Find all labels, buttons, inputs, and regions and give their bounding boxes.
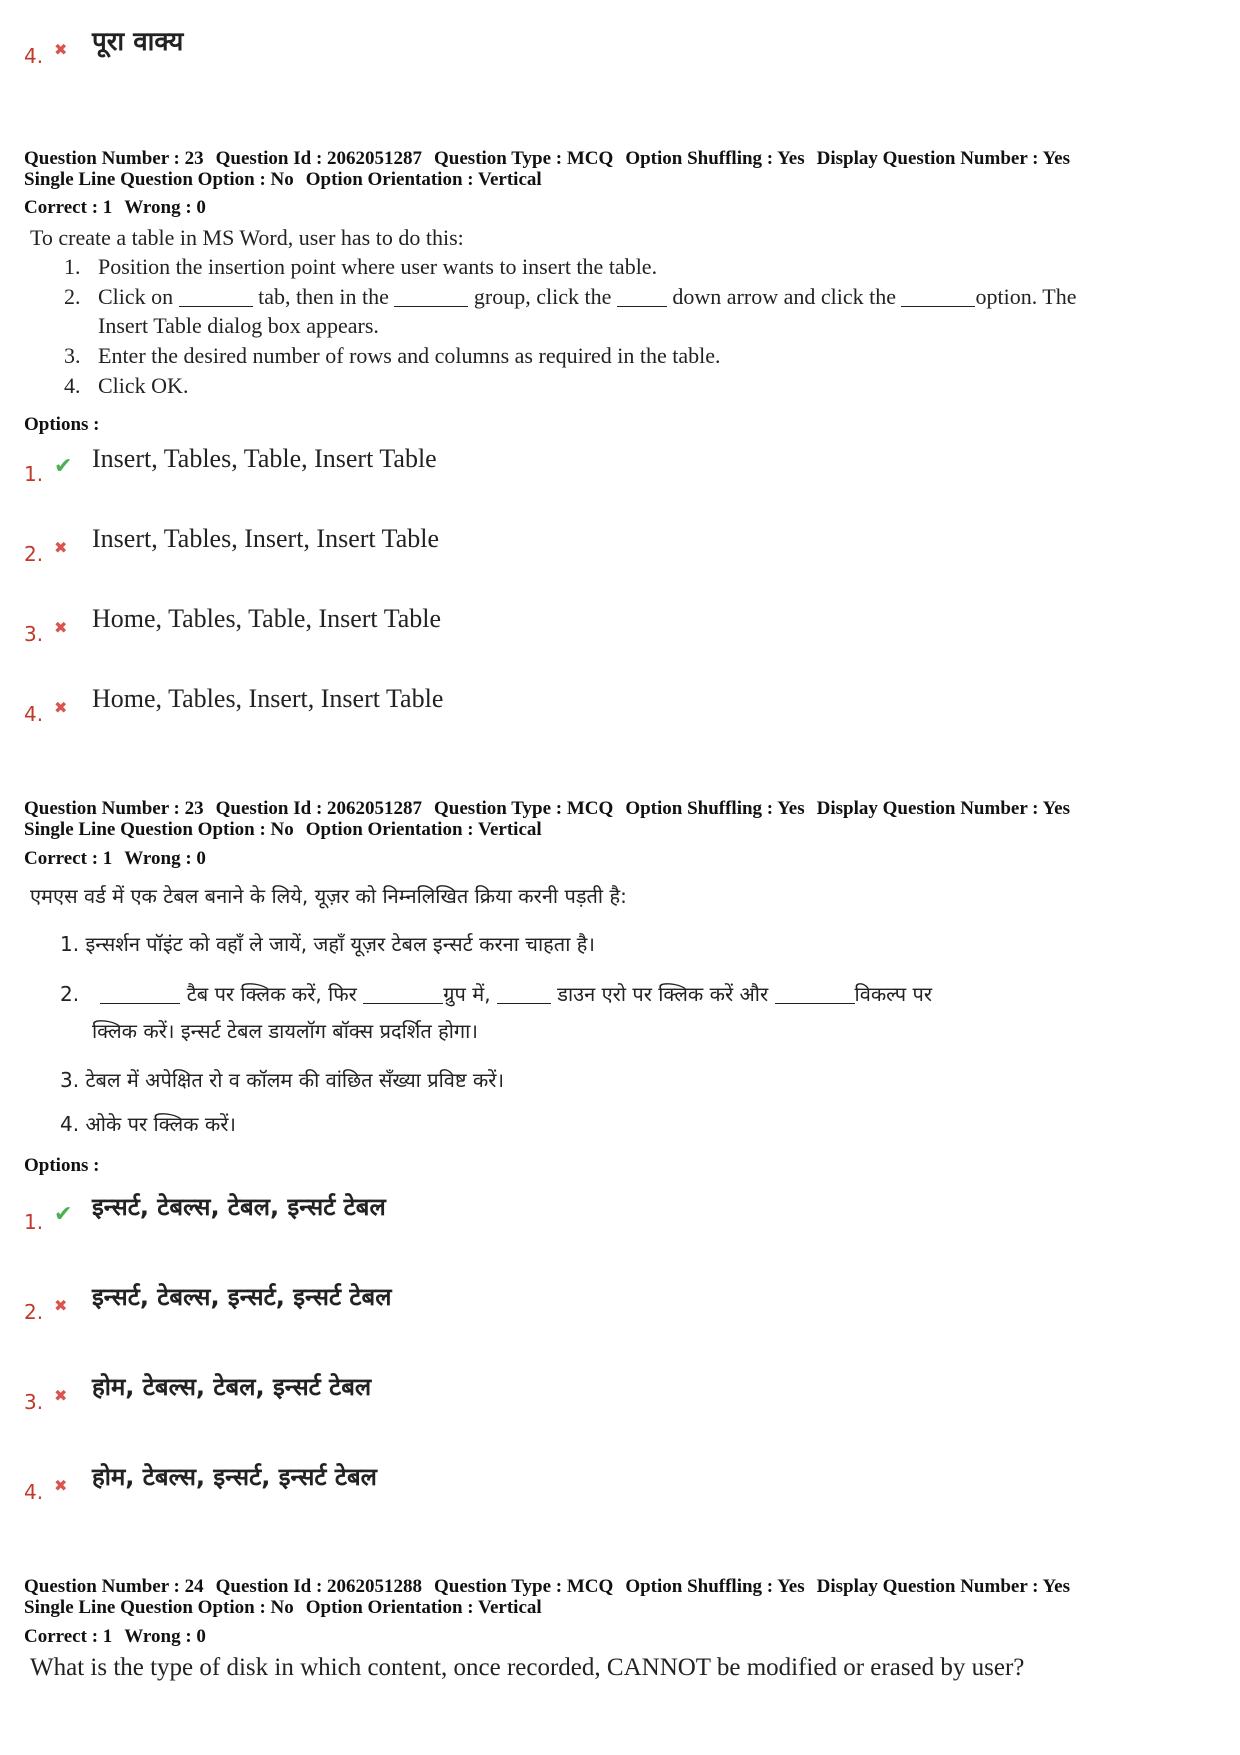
marking-scheme: Correct : 1 Wrong : 0 [24, 848, 206, 869]
wrong-cross-icon: ✖ [54, 1386, 68, 1405]
question-text: एमएस वर्ड में एक टेबल बनाने के लिये, यूज़र को निम्नलिखित क्रिया करनी पड़ती है: [30, 884, 627, 908]
question-meta: Question Number : 24 Question Id : 2062051288 Question Type : MCQ Option Shuffling : Yes Display Question Number : Yes Single Line Question Option : No Option Orientation : Vertical [24, 1576, 1070, 1618]
option-text: इन्सर्ट, टेबल्स, इन्सर्ट, इन्सर्ट टेबल [92, 1283, 392, 1311]
option-number: 3. [24, 622, 44, 646]
question-text: What is the type of disk in which content, once recorded, CANNOT be modified or erased by user? [30, 1654, 1025, 1681]
wrong-cross-icon: ✖ [54, 1296, 68, 1315]
question-meta: Question Number : 23 Question Id : 2062051287 Question Type : MCQ Option Shuffling : Yes Display Question Number : Yes Single Line Question Option : No Option Orientation : Vertical [24, 148, 1070, 190]
question-meta: Question Number : 23 Question Id : 2062051287 Question Type : MCQ Option Shuffling : Yes Display Question Number : Yes Single Line Question Option : No Option Orientation : Vertical [24, 798, 1070, 840]
option-text: Home, Tables, Table, Insert Table [92, 604, 442, 633]
option-number: 3. [24, 1390, 44, 1414]
option-text: पूरा वाक्य [92, 27, 184, 57]
marking-scheme: Correct : 1 Wrong : 0 [24, 197, 206, 218]
option-number: 4. [24, 702, 44, 726]
wrong-cross-icon: ✖ [54, 1476, 68, 1495]
options-label: Options : [24, 414, 100, 435]
option-text: होम, टेबल्स, इन्सर्ट, इन्सर्ट टेबल [92, 1463, 377, 1491]
wrong-cross-icon: ✖ [54, 618, 68, 637]
wrong-cross-icon: ✖ [54, 698, 68, 717]
correct-check-icon: ✔ [54, 1202, 73, 1227]
option-number: 4. [24, 1480, 44, 1504]
option-number: 2. [24, 1300, 44, 1324]
wrong-cross-icon: ✖ [54, 538, 68, 557]
option-number: 1. [24, 1210, 44, 1234]
question-paper-page: 4. ✖ पूरा वाक्य Question Number : 23 Question Id : 2062051287 Question Type : MCQ Option Shuffling : Yes Display Question Number : Yes Single Line Question Option : No Option Orientation : Vertical Correct : 1 Wrong : 0 To create a table in MS Word, user has to do this: 1. Position the insertion point where user wants to insert the table. 2. Click on tab, then in the group, click the down arrow and click the option. The Insert Table dialog box appears. 3. Enter the desired number of rows and columns as required in the table. 4. Click OK. Options : 1. ✔ Insert, Tables, Table, Insert Table 2. ✖ Insert, Tables, Insert, Insert Table 3. ✖ Home, Tables, Table, Insert Table 4. ✖ Home, Tables, Insert, Insert Table Question Number : 23 Question Id : 2062051287 Question Type : MCQ Option Shuffling : Yes Display Question Number : Yes Single Line Question Option : No Option Orientation : Vertical Correct : 1 Wrong : 0 एमएस वर्ड में एक टेबल बनाने के लिये, यूज़र को निम्नलिखित क्रिया करनी पड़ती है: 1. इन्सर्शन पॉइंट को वहाँ ले जायें, जहाँ यूज़र टेबल इन्सर्ट करना चाहता है। 2. टैब पर क्लिक करें, फिर ग्रुप में, डाउन एरो पर क्लिक करें और विकल्प पर क्लिक करें। इन्सर्ट टेबल डायलॉग बॉक्स प्रदर्शित होगा। 3. टेबल में अपेक्षित रो व कॉलम की वांछित सँख्या प्रविष्ट करें। 4. ओके पर क्लिक करें। Options : 1. ✔ इन्सर्ट, टेबल्स, टेबल, इन्सर्ट टेबल 2. ✖ इन्सर्ट, टेबल्स, इन्सर्ट, इन्सर्ट टेबल 3. ✖ होम, टेबल्स, टेबल, इन्सर्ट टेबल 4. ✖ होम, टेबल्स, इन्सर्ट, इन्सर्ट टेबल Question Number : 24 Question Id : 2062051288 Question Type : MCQ Option Shuffling : Yes Display Question Number : Yes Single Line Question Option : No Option Orientation : Vertical Correct : 1 Wrong : 0 What is the type of disk in which content, once recorded, CANNOT be modified or erased by user? [0, 0, 1240, 1755]
option-text: Insert, Tables, Table, Insert Table [92, 444, 437, 473]
question-text: To create a table in MS Word, user has to do this: [30, 225, 464, 250]
option-text: इन्सर्ट, टेबल्स, टेबल, इन्सर्ट टेबल [92, 1193, 386, 1221]
option-text: होम, टेबल्स, टेबल, इन्सर्ट टेबल [92, 1373, 372, 1401]
correct-check-icon: ✔ [54, 454, 73, 479]
options-label: Options : [24, 1155, 100, 1176]
option-text: Insert, Tables, Insert, Insert Table [92, 524, 440, 553]
marking-scheme: Correct : 1 Wrong : 0 [24, 1626, 206, 1647]
option-number: 2. [24, 542, 44, 566]
wrong-cross-icon: ✖ [54, 40, 68, 59]
option-number: 4. [24, 44, 44, 68]
option-text: Home, Tables, Insert, Insert Table [92, 684, 444, 713]
option-number: 1. [24, 462, 44, 486]
